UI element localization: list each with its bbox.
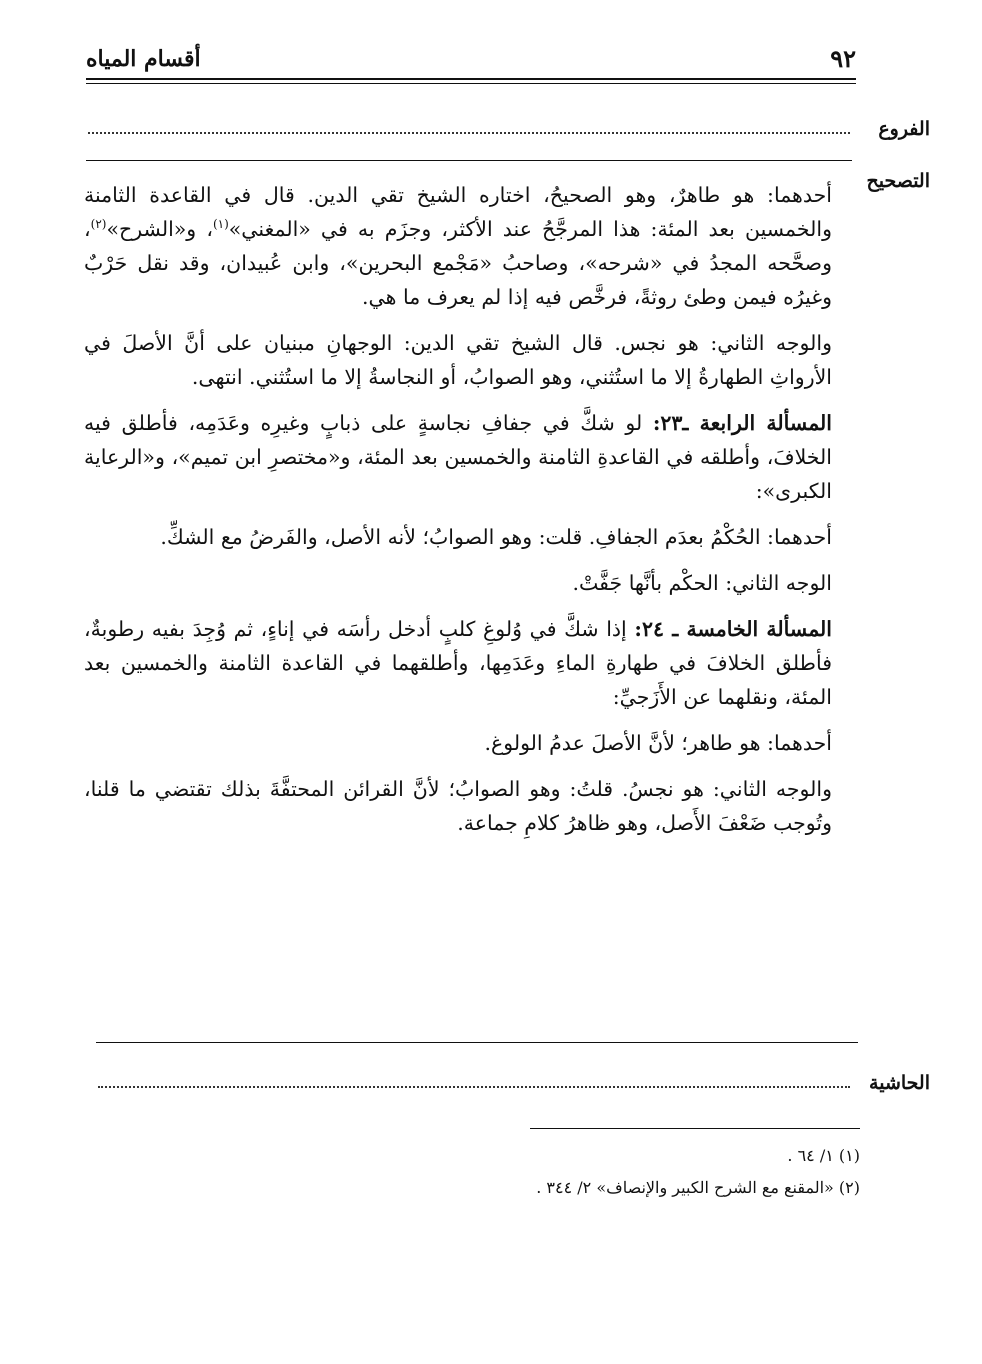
issue-heading-4: المسألة الرابعة ـ٢٣: (652, 411, 832, 435)
furu-dotted-line (88, 132, 850, 134)
margin-label-hashiya: الحاشية (869, 1072, 930, 1094)
chapter-title: أقسام المياه (86, 46, 201, 72)
paragraph-1: أحدهما: هو طاهرٌ، وهو الصحيحُ، اختاره الشيخ تقي الدين. قال في القاعدة الثامنة والخمسين بعد المئة: هذا المرجَّحُ عند الأكثر، وجزَم به في «المغني»$^{(١)}$، و«الشرح»$^{(٢)}$، وصحَّحه المجدُ في «شرحه»، وصاحبُ «مَجْمع البحرين»، وابن عُبيدان، وقد نقل حَرْبٌ وغيرُه فيمن وطئ روثةً، فرخَّص فيه إذا لم يعرف ما هي. (84, 183, 832, 309)
footnote-2: (٢) «المقنع مع الشرح الكبير والإنصاف» ٢/ ٣٤٤ . (536, 1178, 860, 1197)
paragraph-4: أحدهما: الحُكْمُ بعدَم الجفافِ. قلت: وهو الصوابُ؛ لأنه الأصل، والفَرضُ مع الشكِّ. (160, 525, 832, 549)
running-header (86, 44, 856, 74)
footnotes (100, 1140, 860, 1204)
furu-separator (86, 160, 852, 161)
header-rule-thick (86, 78, 856, 80)
paragraph-6: المسألة الخامسة ـ ٢٤: إذا شكَّ في وُلوغِ كلبٍ أدخل رأسَه في إناءٍ، ثم وُجِدَ بفيه رطوبةٌ، فأطلق الخلافَ في طهارةِ الماءِ وعَدَمِها، وأطلقهما في القاعدة الثامنة والخمسين بعد المئة، ونقلهما عن الأَزَجيِّ: (84, 617, 832, 709)
header-rule-thin (86, 83, 856, 84)
main-text (84, 178, 860, 852)
footnote-ref-2[interactable]: (٢) (90, 217, 107, 232)
issue-heading-5: المسألة الخامسة ـ ٢٤: (634, 617, 832, 641)
footnote-separator (530, 1128, 860, 1129)
paragraph-3: المسألة الرابعة ـ٢٣: لو شكَّ في جفافِ نجاسةٍ على ذبابٍ وغيرِه وعَدَمِه، فأطلق فيه الخلافَ، وأطلقه في القاعدةِ الثامنة والخمسين بعد المئة، و«مختصرِ ابن تميم»، و«الرعاية الكبرى»: (84, 411, 832, 503)
footnote-ref-1[interactable]: (١) (212, 217, 229, 232)
hashiya-dotted-line (98, 1086, 850, 1088)
paragraph-8: والوجه الثاني: هو نجسُ. قلتُ: وهو الصوابُ؛ لأنَّ القرائن المحتفَّةَ بذلك تقتضي ما قلنا، وتُوجب ضَعْفَ الأَصل، وهو ظاهرُ كلامِ جماعة. (84, 777, 832, 835)
paragraph-2: والوجه الثاني: هو نجس. قال الشيخ تقي الدين: الوجهانِ مبنيان على أنَّ الأصلَ في الأرواثِ الطهارةُ إلا ما استُثني، وهو الصوابُ، أو النجاسةُ إلا ما استُثني. انتهى. (84, 331, 832, 389)
tashih-end-rule (96, 1042, 858, 1043)
footnote-1: (١) ١/ ٦٤ . (787, 1146, 860, 1165)
paragraph-7: أحدهما: هو طاهر؛ لأنَّ الأصلَ عدمُ الولوغ. (484, 731, 832, 755)
page-number: ٩٢ (830, 44, 856, 73)
margin-label-furu: الفروع (878, 118, 930, 140)
paragraph-5: الوجه الثاني: الحكْم بأنَّها جَفَّتْ. (572, 571, 832, 595)
margin-label-tashih: التصحيح (866, 170, 930, 192)
